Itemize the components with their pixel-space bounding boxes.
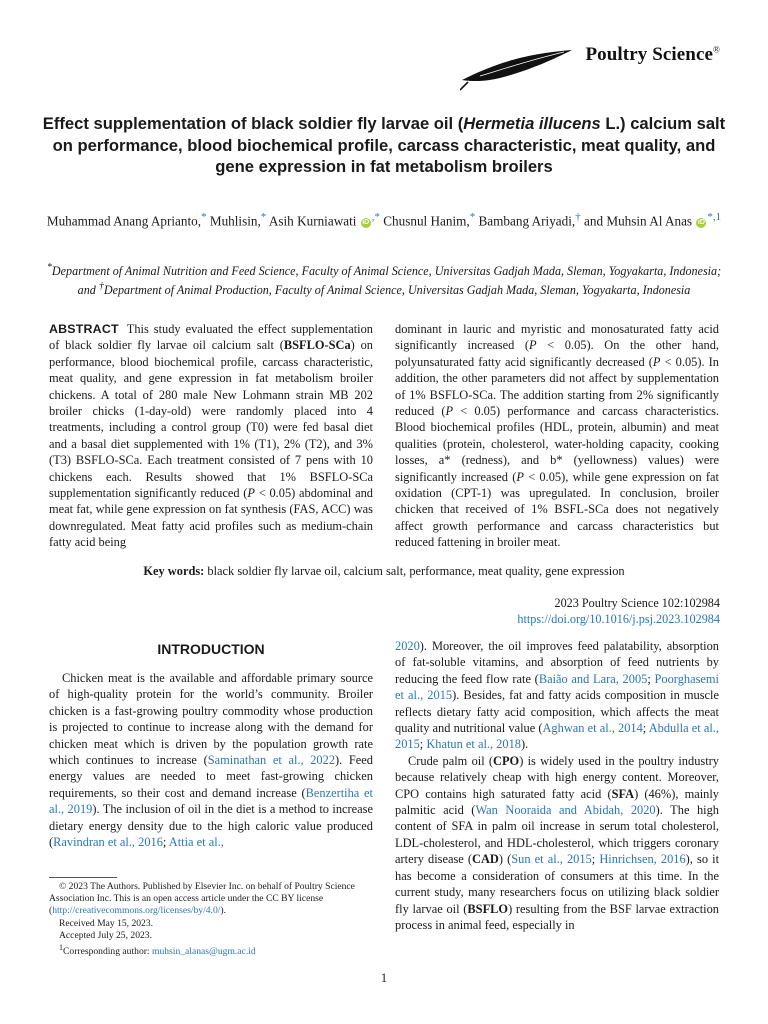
author-list	[40, 208, 728, 230]
bold-term: BSFLO-SCa	[283, 338, 351, 353]
italic-symbol: P	[247, 486, 255, 501]
reference-link[interactable]: Hinrichsen, 2016	[599, 852, 686, 867]
reference-link[interactable]: Abdulla et al., 2015	[395, 721, 719, 752]
introduction-heading: INTRODUCTION	[157, 641, 265, 657]
bold-term: SFA	[611, 786, 635, 801]
bold-term: BSFLO	[467, 901, 509, 916]
corresponding-author: $^1$Corresponding author: muhsin_alanas@ugm.ac.id	[59, 943, 256, 958]
orcid-icon[interactable]: iD	[697, 219, 705, 227]
page-number: 1	[380, 971, 388, 985]
affiliation-marker[interactable]: ,*	[371, 211, 380, 223]
author-name: Muhammad Anang Aprianto,	[46, 213, 202, 229]
abstract-right-column: dominant in lauric and myristic and monosaturated fatty acid significantly increased (P < 0.05). On the other hand, polyunsaturated fatty acid significantly decreased (P < 0.05). In addition, the other parameters did not affect by supplementation of 1% BSFLO-SCa. The addition starting from 2% significantly reduced (P < 0.05) performance and carcass characteristics. Blood biochemical profiles (HDL, protein, albumin) and meat qualities (protein, cholesterol, water-holding capacity, cooking losses, a* (redness), and b* (yellowness) values) were significantly increased (P < 0.05), while gene expression on fat oxidation (CPT-1) was upregulated. In conclusion, broiler chicken that received of 1% BSFL-SCa does not negatively affect growth performance and carcass characteristics but reduced fattening in broiler meat.	[395, 322, 720, 550]
license-note: © 2023 The Authors. Published by Elsevier Inc. on behalf of Poultry Science Association Inc. This is an open access article under the CC BY license (http://creativecommons.org/licenses/by/4.0/).	[49, 881, 355, 917]
journal-name: Poultry Science®	[585, 44, 720, 65]
italic-symbol: P	[652, 354, 661, 369]
author-name: Muhlisin,	[206, 213, 261, 229]
abstract-heading: ABSTRACT	[49, 322, 119, 336]
affiliation-marker[interactable]: *	[469, 211, 476, 223]
citation-block	[517, 595, 720, 628]
introduction-left-column: Chicken meat is the available and affordable primary source of high-quality protein for the world’s community. Broiler chicken is a fast-growing poultry commodity whose production is projected to continue to increase along with the demand for chicken meat which is driven by the population growth rate which continues to increase (Saminathan et al., 2022). Feed energy values are needed to meet fast-growing chicken requirements, so their cost and demand increase (Benzertiha et al., 2019). The inclusion of oil in the diet is a method to increase dietary energy density due to the high caloric value produced (Ravindran et al., 2016; Attia et al.,	[49, 671, 373, 850]
reference-link[interactable]: 2020	[395, 639, 420, 653]
reference-link[interactable]: Aghwan et al., 2014	[542, 721, 643, 736]
reference-link[interactable]: Attia et al.,	[168, 835, 224, 850]
keywords: Key words: black soldier fly larvae oil, calcium salt, performance, meat quality, gene expression	[143, 564, 625, 578]
bold-term: CPO	[493, 753, 520, 768]
feather-icon	[460, 36, 580, 92]
journal-logo	[460, 36, 720, 92]
citation-line: 2023 Poultry Science 102:102984	[554, 596, 720, 610]
author-name: Chusnul Hanim,	[379, 213, 470, 229]
reference-link[interactable]: Khatun et al., 2018	[426, 737, 521, 752]
reference-link[interactable]: Ravindran et al., 2016	[53, 835, 163, 850]
orcid-icon[interactable]: iD	[362, 219, 370, 227]
intro-paragraph: Crude palm oil (CPO) is widely used in the poultry industry because relatively cheap with high energy content. Moreover, CPO contains high saturated fatty acid (SFA) (46%), mainly palmitic acid (Wan Nooraida and Abidah, 2020). The high content of SFA in palm oil increase in serum total cholesterol, LDL-cholesterol, and HDL-cholesterol, which triggers coronary artery disease (CAD) (Sun et al., 2015; Hinrichsen, 2016), so it has become a consideration of consumers at this time. In the current study, many researchers focus on utilizing black soldier fly larvae oil (BSFLO) resulting from the BSF larvae extraction process in animal feed, especially in	[395, 753, 720, 932]
license-link[interactable]: http://creativecommons.org/licenses/by/4.0/	[52, 905, 221, 917]
intro-paragraph: 2020). Moreover, the oil improves feed palatability, absorption of fat-soluble vitamins, and absorption of feed nutrients by reducing the feed flow rate (Baião and Lara, 2005; Poorghasemi et al., 2015). Besides, fat and fatty acids composition in muscle reflects dietary fatty acid composition, which affects the meat quality and nutritional value (Aghwan et al., 2014; Abdulla et al., 2015; Khatun et al., 2018).	[395, 639, 719, 752]
reference-link[interactable]: Wan Nooraida and Abidah, 2020	[475, 803, 656, 818]
reference-link[interactable]: Baião and Lara, 2005	[538, 671, 648, 686]
author-name: and Muhsin Al Anas	[580, 213, 693, 229]
article-title: Effect supplementation of black soldier fly larvae oil (Hermetia illucens L.) calcium salt on performance, blood biochemical profile, carcass characteristic, meat quality, and gene expression in fat metabolism broilers	[42, 114, 726, 176]
reference-link[interactable]: Poorghasemi et al., 2015	[395, 671, 719, 703]
reference-link[interactable]: Benzertiha et al., 2019	[49, 785, 373, 817]
introduction-right-column	[395, 638, 719, 933]
affiliation-marker[interactable]: *,1	[707, 211, 722, 223]
italic-symbol: P	[445, 404, 454, 419]
author-name: Bambang Ariyadi,	[475, 213, 576, 229]
affiliation-marker[interactable]: †	[575, 211, 581, 223]
corresponding-email-link[interactable]: muhsin_alanas@ugm.ac.id	[152, 946, 256, 958]
reference-link[interactable]: Sun et al., 2015	[511, 852, 592, 867]
footnote-rule	[49, 877, 117, 878]
italic-symbol: P	[529, 338, 537, 353]
affiliation-marker[interactable]: *	[260, 211, 267, 223]
doi-link[interactable]: https://doi.org/10.1016/j.psj.2023.102984	[517, 612, 720, 627]
reference-link[interactable]: Saminathan et al., 2022	[207, 753, 336, 768]
bold-term: CAD	[472, 852, 499, 867]
italic-symbol: P	[516, 469, 524, 484]
received-date: Received May 15, 2023.	[59, 917, 154, 929]
accepted-date: Accepted July 25, 2023.	[59, 929, 152, 941]
abstract-left-column: ABSTRACT This study evaluated the effect supplementation of black soldier fly larvae oil calcium salt (BSFLO-SCa) on performance, blood biochemical profile, carcass characteristic, meat quality, and gene expression in fat metabolism broiler chickens. A total of 280 male New Lohmann strain MB 202 broiler chicks (1-day-old) were randomly placed into 4 treatments, including a control group (T0) were fed basal diet and a basal diet supplemented with 1% (T1), 2% (T2), and 3% (T3) BSFLO-SCa. Each treatment consisted of 7 pens with 10 chickens each. Results showed that 1% BSFLO-SCa supplementation significantly reduced (P < 0.05) abdominal and meat fat, while gene expression on fat synthesis (FAS, ACC) was downregulated. Meat fatty acid profiles such as medium-chain fatty acid being	[49, 322, 373, 550]
affiliations: *Department of Animal Nutrition and Feed Science, Faculty of Animal Science, Universitas Gadjah Mada, Sleman, Yogyakarta, Indonesia; and †Department of Animal Production, Faculty of Animal Science, Universitas Gadjah Mada, Sleman, Yogyakarta, Indonesia	[46, 262, 722, 298]
footnote	[49, 881, 373, 958]
author-name: Asih Kurniawati	[266, 213, 357, 229]
affiliation-marker[interactable]: *	[201, 211, 207, 223]
